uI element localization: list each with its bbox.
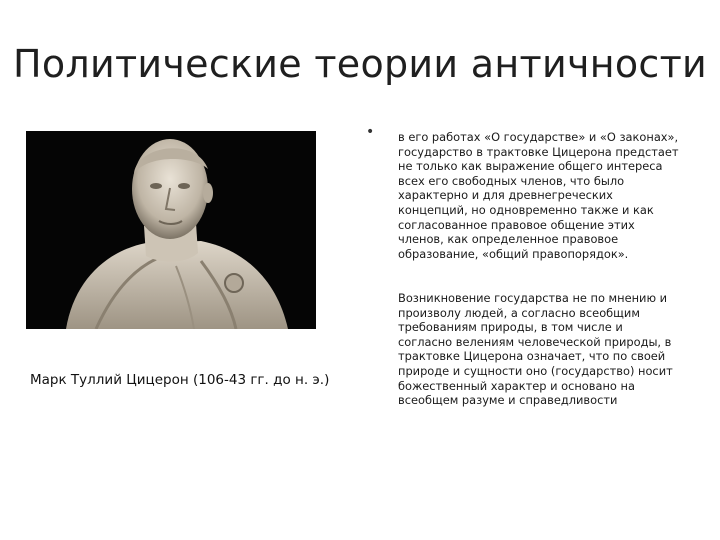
slide-title: Политические теории античности [12, 42, 708, 86]
bullet-dot: • [366, 124, 375, 140]
paragraph-state-law: в его работах «О государстве» и «О законах», государство в трактовке Цицерона предстает не только как выражение общего интереса всех его свободных членов, что было характерно и для древнегреческих концепций, но одновременно также и как согласованное правовое общение этих членов, как определенное правовое образование, «общий правопорядок». [398, 130, 679, 261]
cicero-bust-image [26, 131, 316, 329]
paragraph-state-origin: Возникновение государства не по мнению и произволу людей, а согласно всеобщим требованиям природы, в том числе и согласно велениям человеческой природы, в трактовке Цицерона означает, что по своей природе и сущности оно (государство) носит божественный характер и основано на всеобщем разуме и справедливости [398, 291, 673, 408]
portrait-caption: Марк Туллий Цицерон (106-43 гг. до н. э.) [30, 372, 330, 388]
bust-icon [26, 131, 316, 329]
